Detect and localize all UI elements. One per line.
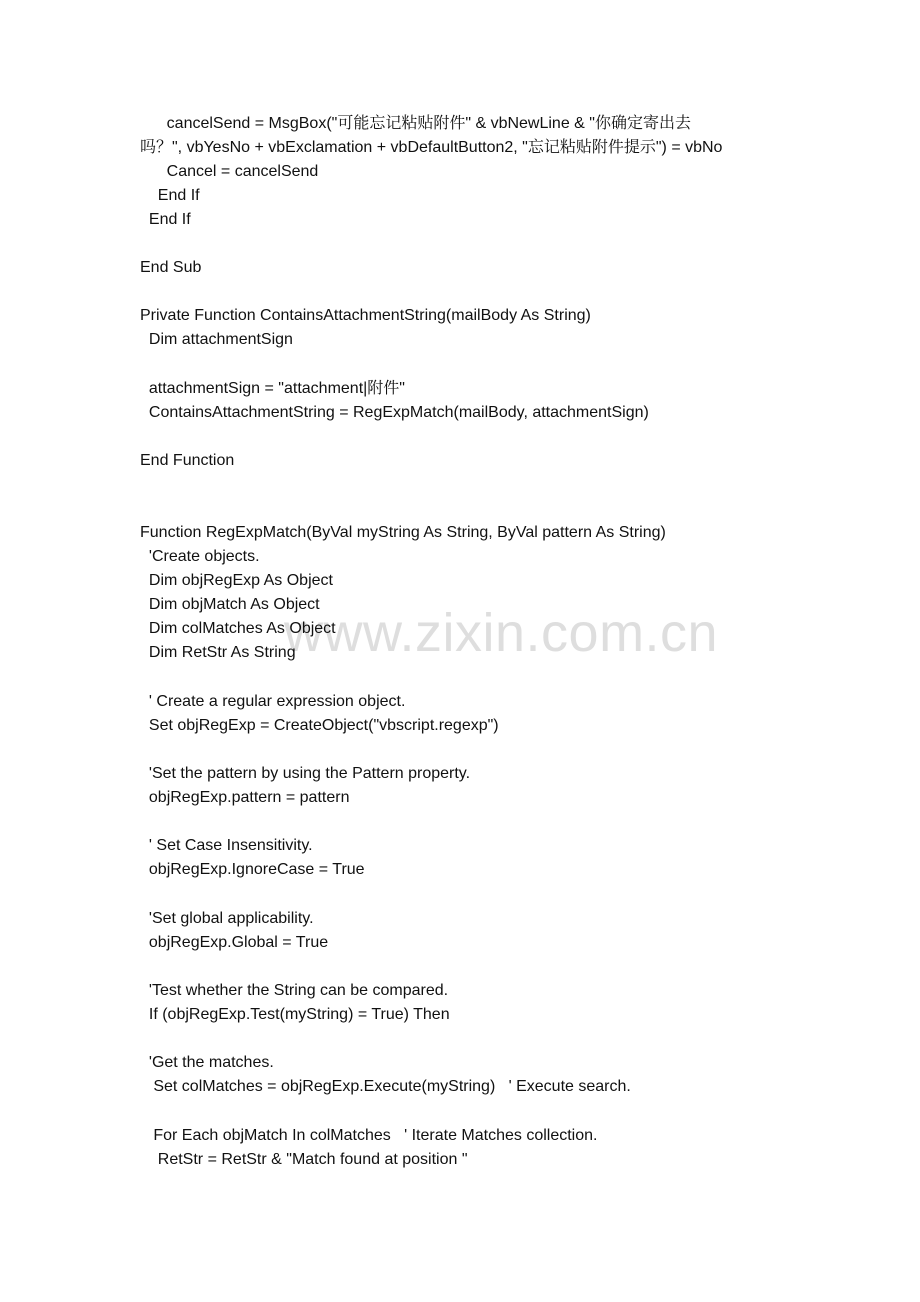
code-line: Dim objRegExp As Object [140, 572, 333, 589]
code-line: 吗？", vbYesNo + vbExclamation + vbDefaultButton2, "忘记粘贴附件提示") = vbNo [140, 139, 723, 156]
code-line: Private Function ContainsAttachmentString(mailBody As String) [140, 307, 591, 324]
code-line: For Each objMatch In colMatches ' Iterate Matches collection. [140, 1127, 598, 1144]
code-line: Set colMatches = objRegExp.Execute(myString) ' Execute search. [140, 1078, 631, 1095]
code-line: 'Set the pattern by using the Pattern property. [140, 765, 471, 782]
watermark: www.zixin.com.cn [284, 603, 719, 663]
code-line: End Sub [140, 259, 202, 276]
code-line: 'Test whether the String can be compared. [140, 982, 449, 999]
code-line: Dim colMatches As Object [140, 620, 336, 637]
code-line: End If [140, 187, 200, 204]
code-line: objRegExp.Global = True [140, 934, 329, 951]
code-line: Dim attachmentSign [140, 331, 293, 348]
code-line: objRegExp.pattern = pattern [140, 789, 350, 806]
code-line: ' Set Case Insensitivity. [140, 837, 313, 854]
code-line: End If [140, 211, 191, 228]
code-line: Cancel = cancelSend [140, 163, 319, 180]
code-line: 'Create objects. [140, 548, 260, 565]
code-line: 'Get the matches. [140, 1054, 274, 1071]
code-line: 'Set global applicability. [140, 910, 314, 927]
code-line: Set objRegExp = CreateObject("vbscript.regexp") [140, 717, 499, 734]
code-line: cancelSend = MsgBox("可能忘记粘贴附件" & vbNewLine & "你确定寄出去 [140, 115, 691, 132]
code-line: objRegExp.IgnoreCase = True [140, 861, 365, 878]
code-line: RetStr = RetStr & "Match found at position " [140, 1151, 468, 1168]
code-line: ' Create a regular expression object. [140, 693, 406, 710]
code-line: Function RegExpMatch(ByVal myString As String, ByVal pattern As String) [140, 524, 666, 541]
code-line: attachmentSign = "attachment|附件" [140, 380, 405, 397]
code-line: ContainsAttachmentString = RegExpMatch(mailBody, attachmentSign) [140, 404, 649, 421]
code-line: End Function [140, 452, 235, 469]
code-line: Dim objMatch As Object [140, 596, 320, 613]
code-line: If (objRegExp.Test(myString) = True) Then [140, 1006, 450, 1023]
code-line: Dim RetStr As String [140, 644, 296, 661]
